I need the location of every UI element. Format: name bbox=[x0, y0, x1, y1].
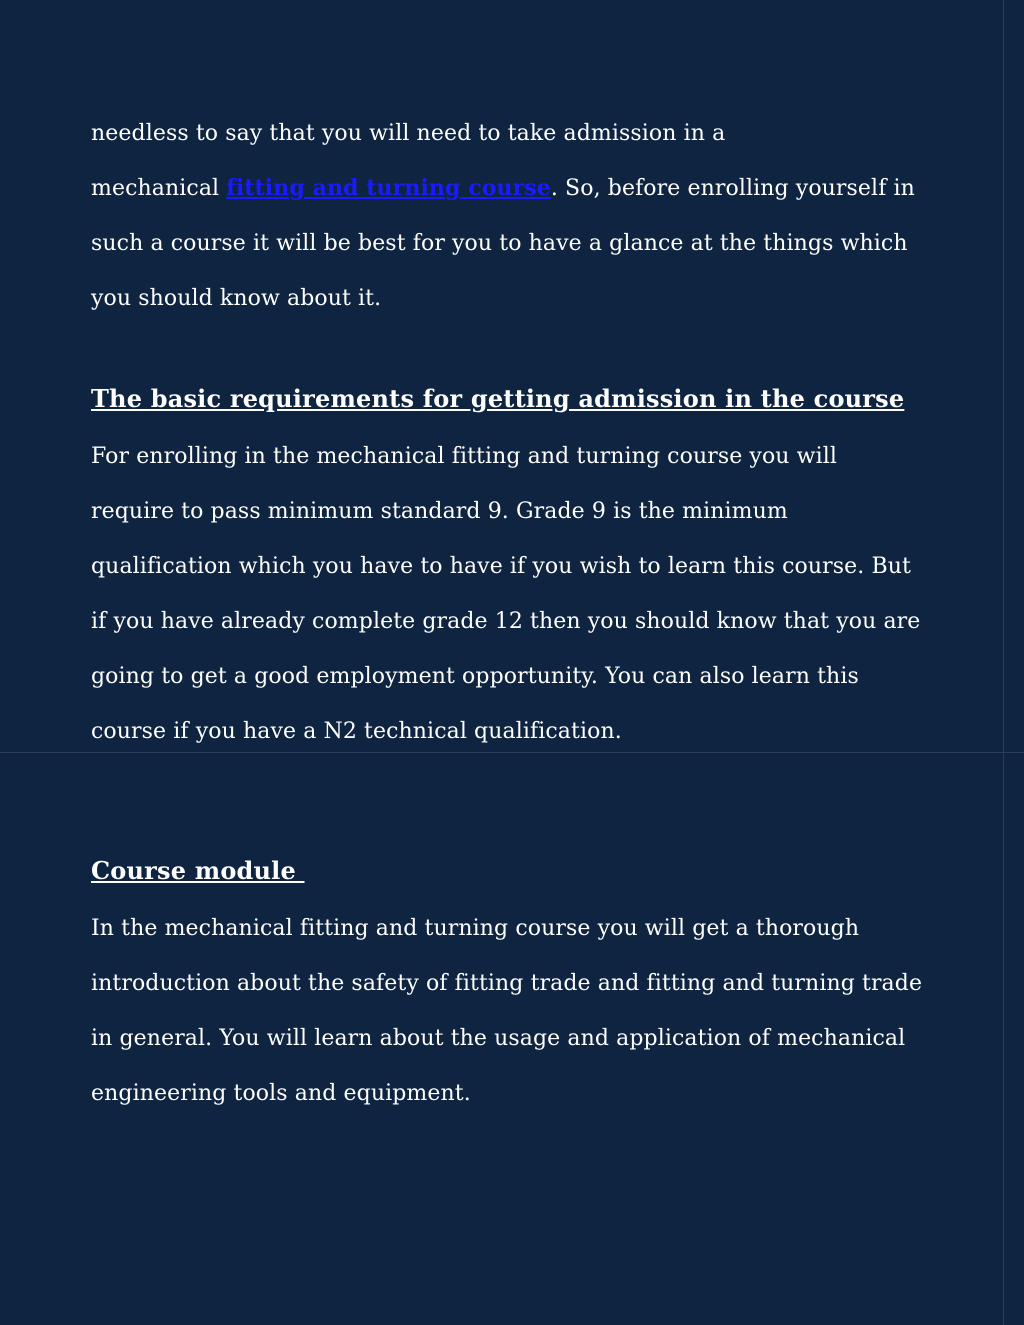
intro-line-2-start: mechanical bbox=[91, 176, 227, 201]
course-module-heading: Course module bbox=[91, 856, 305, 885]
intro-line-2-end: . So, before enrolling yourself in bbox=[550, 176, 915, 201]
intro-line-2 bbox=[91, 161, 951, 216]
course-module-paragraph: In the mechanical fitting and turning course you will get a thorough introduction about the safety of fitting trade and fitting and turning trade in general. You will learn about the usage and application of mechanical engineering tools and equipment. bbox=[91, 916, 923, 1106]
document-content bbox=[91, 106, 951, 1121]
intro-rest: such a course it will be best for you to have a glance at the things which you should know about it. bbox=[91, 231, 908, 311]
requirements-paragraph: For enrolling in the mechanical fitting and turning course you will require to pass minimum standard 9. Grade 9 is the minimum qualification which you have to have if you wish to learn this course. But if you have already complete grade 12 then you should know that you are going to get a good employment opportunity. You can also learn this course if you have a N2 technical qualification. bbox=[91, 444, 921, 744]
intro-line-1: needless to say that you will need to take admission in a bbox=[91, 121, 726, 146]
requirements-heading: The basic requirements for getting admission in the course bbox=[91, 384, 905, 413]
fitting-and-turning-course-link[interactable]: fitting and turning course bbox=[226, 175, 551, 201]
intro-paragraph bbox=[91, 106, 951, 326]
page-border-vertical bbox=[1003, 0, 1004, 1325]
